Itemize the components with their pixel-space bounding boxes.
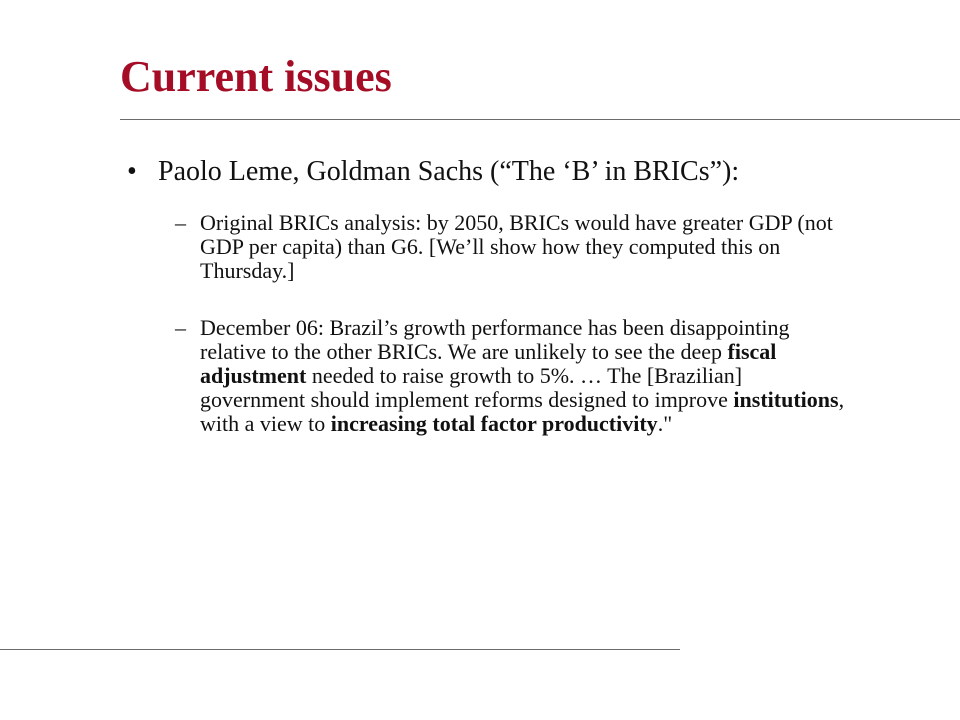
sub-bullet-dash-1: –	[175, 210, 186, 235]
slide-title: Current issues	[120, 52, 392, 101]
sub-bullet-brics-analysis: Original BRICs analysis: by 2050, BRICs would have greater GDP (not GDP per capita) than G6. [We’ll show how they computed this on Thursday.]	[200, 210, 833, 283]
sub-bullet-december-06	[200, 316, 850, 436]
footer-divider	[0, 649, 680, 650]
sub2-text-part1: December 06: Brazil’s growth performance has been disappointing relative to the other BRICs. We are unlikely to see the deep	[200, 315, 790, 364]
sub2-bold-tfp: increasing total factor productivity	[330, 411, 658, 436]
sub-bullet-dash-2: –	[175, 315, 186, 340]
bullet-text: Paolo Leme, Goldman Sachs (“The ‘B’ in BRICs”):	[158, 156, 740, 187]
sub2-text-part3: , with a view to	[200, 387, 845, 436]
sub2-text-part2: needed to raise growth to 5%. … The [Brazilian] government should implement reforms designed to improve	[200, 363, 743, 412]
title-divider	[120, 119, 960, 120]
sub2-text-part4: ."	[657, 411, 673, 436]
sub2-bold-fiscal-adjustment: fiscal adjustment	[200, 339, 777, 388]
sub2-bold-institutions: institutions	[733, 387, 839, 412]
bullet-marker: •	[127, 156, 137, 187]
